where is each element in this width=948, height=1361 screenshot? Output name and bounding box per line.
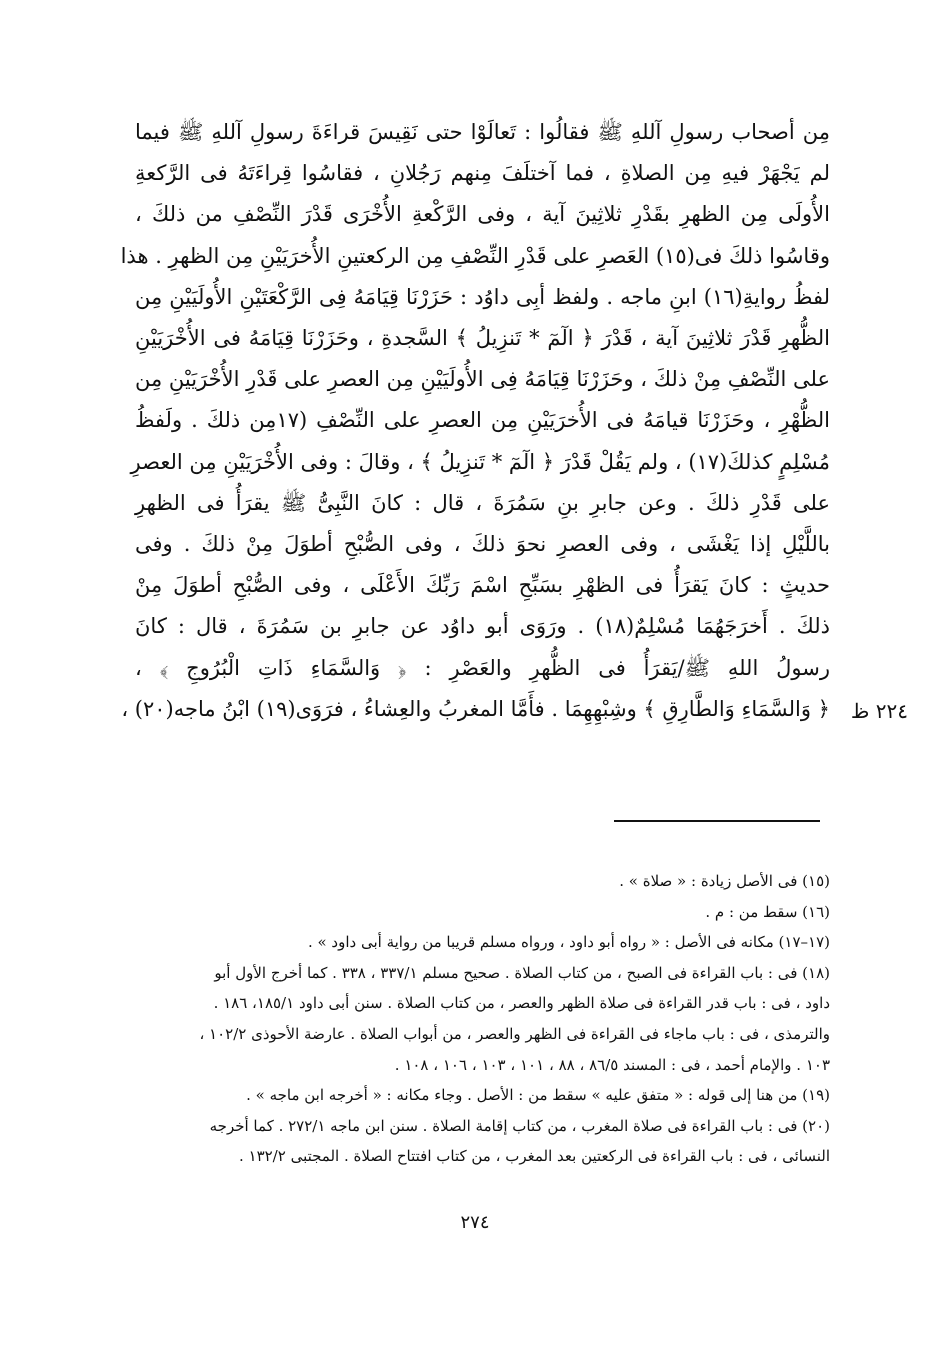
- footnote-line: (١٨) فى : باب القراءة فى الصبح ، من كتاب الصلاة . صحيح مسلم ٣٣٧/١ ، ٣٣٨ . كما أخرج الأول أبو: [214, 963, 830, 982]
- main-text-line: ذلكَ . أَخرَجَهُمَا مُسْلِمٌ(١٨) . ورَوَى أبو داوُد عن جابرِ بن سَمُرَةَ ، قال : كانَ: [135, 614, 831, 639]
- footnote-line: (١٧–١٧) مكانه فى الأصل : « رواه أبو داود ، ورواه مسلم قريبا من رواية أبى داود » .: [307, 933, 830, 952]
- main-text-line: وقاسُوا ذلكَ فى(١٥) العَصرِ على قَدْرِ النِّصْفِ مِن الركعتينِ الأُخرَيَيْنِ مِن الظهرِ . هذا: [120, 243, 830, 268]
- footnote-line: (١٦) سقط من : م .: [705, 902, 830, 921]
- footnote-line: ١٠٣ . والإمام أحمد ، فى : المسند ٨٦/٥ ، ٨٨ ، ١٠١ ، ١٠٣ ، ١٠٦ ، ١٠٨ .: [394, 1055, 830, 1074]
- main-text-block: [120, 112, 831, 730]
- page-number: ٢٧٤: [460, 1212, 490, 1233]
- main-text-line: حديثٍ : كانَ يَقرَأُ فى الظهْرِ بسَبِّحِ اسْمَ رَبِّكَ الأَعْلَى ، وفى الصُّبْحِ أطوَلَ مِنْ: [135, 573, 830, 598]
- footnote-line: (١٥) فى الأصل زيادة : « صلاة » .: [619, 872, 830, 890]
- main-text-line: الأُولَى مِن الظهرِ بقَدْرِ ثلاثِينَ آية ، وفى الرَّكْعةِ الأُخْرَى قَدْرَ النِّصْفِ من ذلكَ ،: [135, 202, 830, 227]
- main-text-line: ﴿ وَالسَّمَاءِ وَالطَّارِقِ ﴾ وشِبْهِهِمَا . فأَمَّا المغربُ والعِشاءُ ، فرَوَى(١٩) ابْنُ ماجه(٢٠) ،: [121, 696, 830, 721]
- footnote-divider: [614, 820, 820, 822]
- footnote-line: (١٩) من هنا إلى قوله : « متفق عليه » سقط من : الأصل . وجاء مكانه : « أخرجه ابن ماجه » .: [246, 1086, 830, 1105]
- main-text-line: الظُّهْرِ ، وحَزَرْنَا قيامَهُ فى الأُخرَيَيْنِ مِن العصرِ على النِّصْفِ (١٧مِن ذلكَ . ولَفظُ: [135, 408, 830, 433]
- margin-folio-note: ٢٢٤ ظ: [850, 699, 908, 723]
- footnote-line: (٢٠) فى : باب القراءة فى صلاة المغرب ، من كتاب إقامة الصلاة . سنن ابن ماجه ٢٧٢/١ . كما أخرجه: [209, 1116, 830, 1135]
- main-text-line: لم يَجْهَرْ فيهِ مِن الصلاةِ ، فما آختلَفَ مِنهم رَجُلانِ ، فقاسُوا قِراءَتَهُ فى الرَّكعةِ: [135, 161, 830, 186]
- footnote-line: والترمذى ، فى : باب ماجاء فى القراءة فى الظهر والعصر ، من أبواب الصلاة . عارضة الأحوذى ١٠٢/٢ ،: [199, 1024, 830, 1043]
- main-text-line: على النِّصْفِ مِنْ ذلكَ ، وحَزَرْنَا قِيَامَهُ فِى الأُولَيَيْنِ مِن العصرِ على قَدْرِ الأُخْرَيَيْنِ مِن: [135, 367, 830, 392]
- main-text-line: مِن أصحاب رسولِ آللهِ ﷺ فقالُوا : تَعالَوْا حتى نَقِيسَ قراءَةَ رسولِ آللهِ ﷺ فيما: [135, 120, 830, 144]
- main-text-line: لفظُ روايةِ(١٦) ابنِ ماجه . ولفظ أبِى داوُد : حَزَرْنَا قِيَامَهُ فِى الرَّكْعَتَيْنِ الأُولَيَيْنِ مِن: [135, 284, 830, 309]
- main-text-line: رسولُ اللهِ ﷺ/يَقرَأُ فى الظُّهرِ والعَصْرِ : ﴿ وَالسَّمَاءِ ذَاتِ الْبُرُوجِ ﴾ ،: [135, 655, 830, 680]
- main-text-line: مُسْلِمٍ كذلكَ(١٧) ، ولم يَقُلْ قَدْرَ ﴿ الٓمٓ * تَنزِيلُ ﴾ ، وقالَ : وفى الأُخْرَيَيْنِ مِن العصرِ: [130, 449, 830, 474]
- footnotes-block: [140, 866, 830, 1172]
- main-text-line: على قَدْرِ ذلكَ . وعن جابرِ بنِ سَمُرَةَ ، قال : كانَ النَّبِىُّ ﷺ يقرَأُ فى الظهرِ: [135, 490, 830, 515]
- footnote-line: داود ، فى : باب قدر القراءة فى صلاة الظهر والعصر ، من كتاب الصلاة . سنن أبى داود ١٨٥/١، ١٨٦ .: [213, 994, 830, 1013]
- footnote-line: النسائى ، فى : باب القراءة فى الركعتين بعد المغرب ، من كتاب افتتاح الصلاة . المجتبى ١٣٢/٢ .: [238, 1147, 830, 1166]
- main-text-line: الظُّهرِ قَدْرَ ثلاثِينَ آية ، قَدْرَ ﴿ الٓمٓ * تَنزِيلُ ﴾ السَّجدةِ ، وحَزَرْنَا قِيَامَهُ فى الأُخْرَيَيْنِ: [135, 326, 830, 351]
- main-text-line: باللَّيْلِ إذا يَغْشَى ، وفى العصرِ نحوَ ذلكَ ، وفى الصُّبْحِ أطوَلَ مِنْ ذلكَ . وفى: [135, 532, 830, 557]
